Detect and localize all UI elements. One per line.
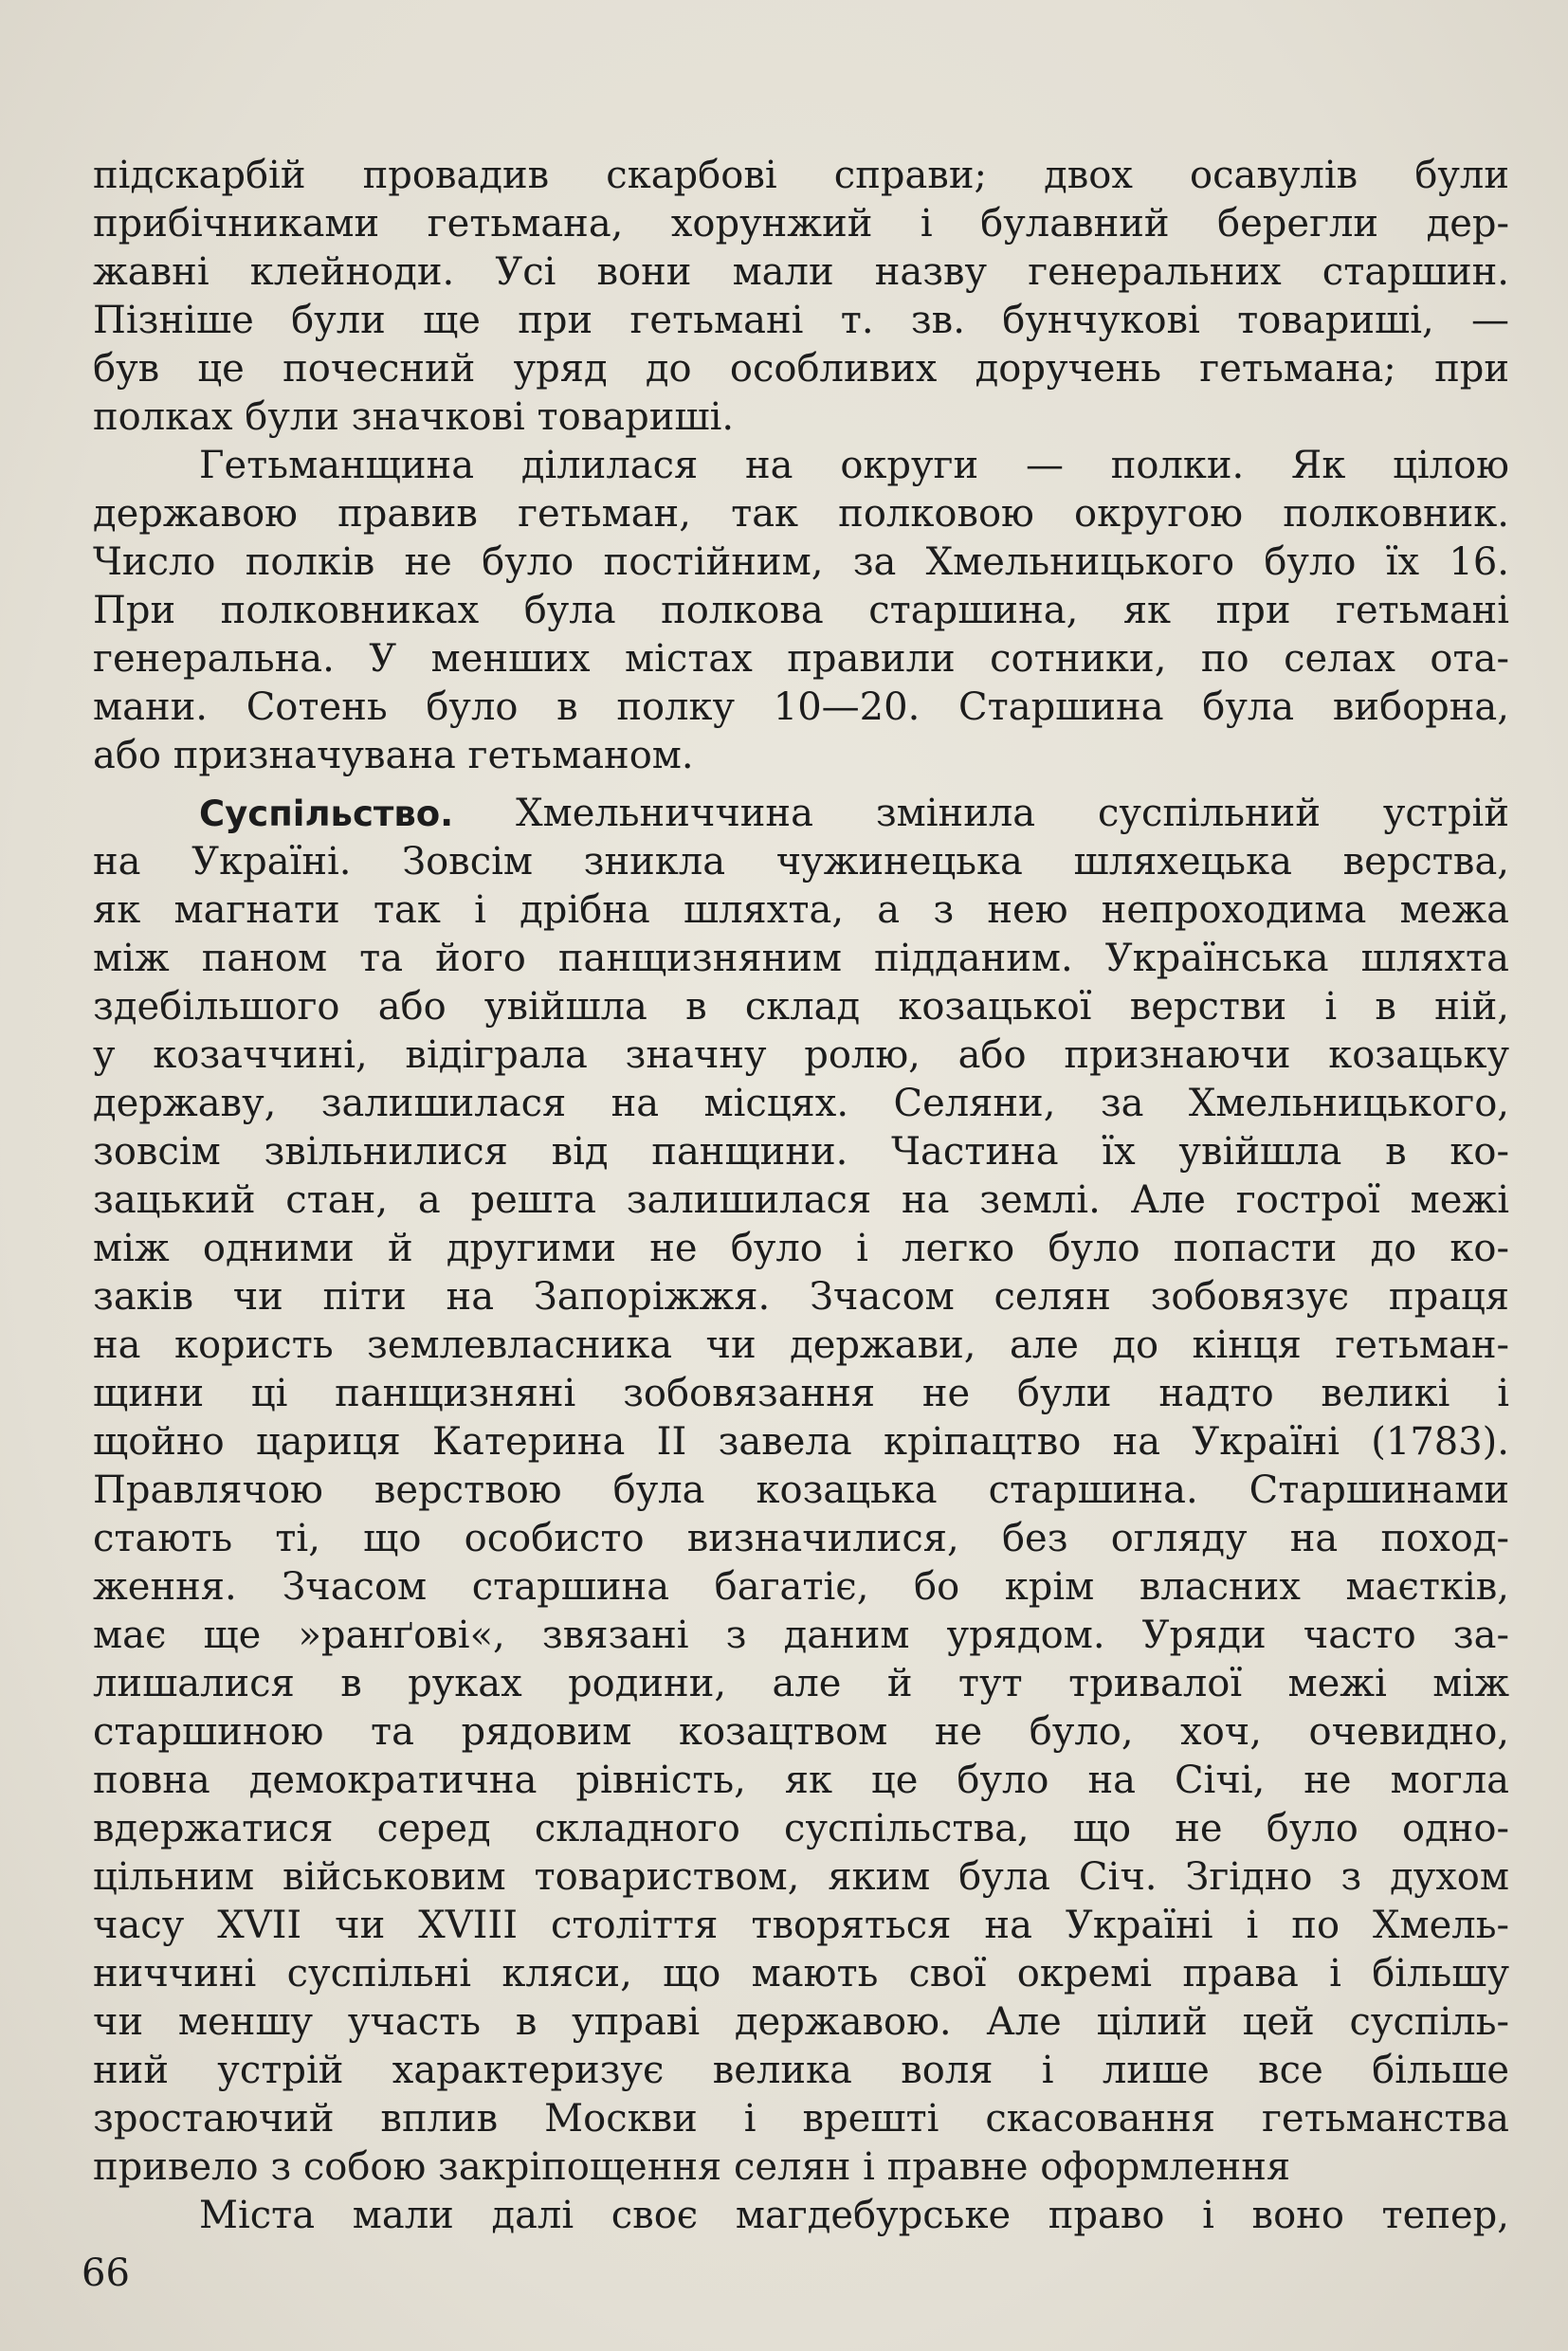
text-line: генеральна. У менших містах правили сотники, по селах ота-	[93, 637, 1509, 681]
text-line: Пізніше були ще при гетьмані т. зв. бунчукові товариші, —	[93, 299, 1509, 342]
text-line: державою правив гетьман, так полковою округою полковник.	[93, 492, 1509, 536]
paragraph-3	[93, 790, 1509, 2192]
text-line: лишалися в руках родини, але й тут тривалої межі між	[93, 1662, 1509, 1705]
section-heading: Суспільство.	[199, 793, 454, 834]
text-line: зростаючий вплив Москви і врешті скасовання гетьманства	[93, 2097, 1509, 2141]
paragraph-1	[93, 152, 1509, 442]
text-line: вдержатися серед складного суспільства, що не було одно-	[93, 1807, 1509, 1850]
text-line: на Україні. Зовсім зникла чужинецька шляхецька верства,	[93, 840, 1509, 884]
text-line: між одними й другими не було і легко було попасти до ко-	[93, 1227, 1509, 1270]
text-line: щойно цариця Катерина II завела кріпацтво на Україні (1783).	[93, 1420, 1509, 1464]
text-line: При полковниках була полкова старшина, як при гетьмані	[93, 589, 1509, 632]
text-line: ниччині суспільні кляси, що мають свої окремі права і більшу	[93, 1952, 1509, 1996]
text-line: полках були значкові товариші.	[93, 395, 735, 439]
text-line: чи меншу участь в управі державою. Але цілий цей суспіль-	[93, 2000, 1509, 2044]
paragraph-2	[93, 442, 1509, 780]
text-line: здебільшого або увійшла в склад козацької верстви і в ній,	[93, 985, 1509, 1029]
text-line: цільним військовим товариством, яким була Січ. Згідно з духом	[93, 1855, 1509, 1899]
text-line	[93, 790, 1509, 838]
heading-line-text: Хмельниччина змінила суспільний устрій	[516, 792, 1509, 835]
text-line: ження. Зчасом старшина багатіє, бо крім власних маєтків,	[93, 1565, 1509, 1609]
text-line: жавні клейноди. Усі вони мали назву генеральних старшин.	[93, 250, 1509, 294]
text-line: Правлячою верствою була козацька старшина. Старшинами	[93, 1468, 1509, 1512]
text-line: часу XVII чи XVIII століття творяться на Україні і по Хмель-	[93, 1904, 1509, 1947]
text-line: заків чи піти на Запоріжжя. Зчасом селян зобовязує праця	[93, 1275, 1509, 1319]
text-line: Гетьманщина ділилася на округи — полки. Як цілою	[199, 444, 1509, 487]
text-line: мани. Сотень було в полку 10—20. Старшина була виборна,	[93, 685, 1509, 729]
text-line: був це почесний уряд до особливих доручень гетьмана; при	[93, 347, 1509, 391]
text-line: Міста мали далі своє магдебурське право і воно тепер,	[199, 2194, 1509, 2237]
body-text	[93, 152, 1509, 2240]
text-line: привело з собою закріпощення селян і правне оформлення	[93, 2145, 1291, 2189]
text-line: зовсім звільнилися від панщини. Частина їх увійшла в ко-	[93, 1130, 1509, 1174]
text-line: на користь землевласника чи держави, але до кінця гетьман-	[93, 1323, 1509, 1367]
text-line: повна демократична рівність, як це було на Січі, не могла	[93, 1759, 1509, 1802]
text-line: щини ці панщизняні зобовязання не були надто великі і	[93, 1372, 1509, 1415]
text-line: Число полків не було постійним, за Хмельницького було їх 16.	[93, 540, 1509, 584]
text-line: прибічниками гетьмана, хорунжий і булавний берегли дер-	[93, 202, 1509, 246]
text-line: як магнати так і дрібна шляхта, а з нею непроходима межа	[93, 888, 1509, 932]
text-line: ний устрій характеризує велика воля і лише все більше	[93, 2049, 1509, 2092]
text-line: має ще »ранґові«, звязані з даним урядом. Уряди часто за-	[93, 1613, 1509, 1657]
text-line: зацький стан, а решта залишилася на землі. Але гострої межі	[93, 1178, 1509, 1222]
text-line: старшиною та рядовим козацтвом не було, хоч, очевидно,	[93, 1710, 1509, 1754]
paragraph-4	[93, 2192, 1509, 2240]
section-gap	[93, 780, 1509, 790]
text-line: підскарбій провадив скарбові справи; двох осавулів були	[93, 154, 1509, 197]
text-line: державу, залишилася на місцях. Селяни, за Хмельницького,	[93, 1082, 1509, 1125]
text-line: між паном та його панщизняним підданим. Українська шляхта	[93, 937, 1509, 980]
text-line: у козаччині, відіграла значну ролю, або признаючи козацьку	[93, 1033, 1509, 1077]
page-number: 66	[82, 2251, 130, 2295]
text-line: або призначувана гетьманом.	[93, 734, 694, 777]
text-line: стають ті, що особисто визначилися, без огляду на поход-	[93, 1517, 1509, 1560]
